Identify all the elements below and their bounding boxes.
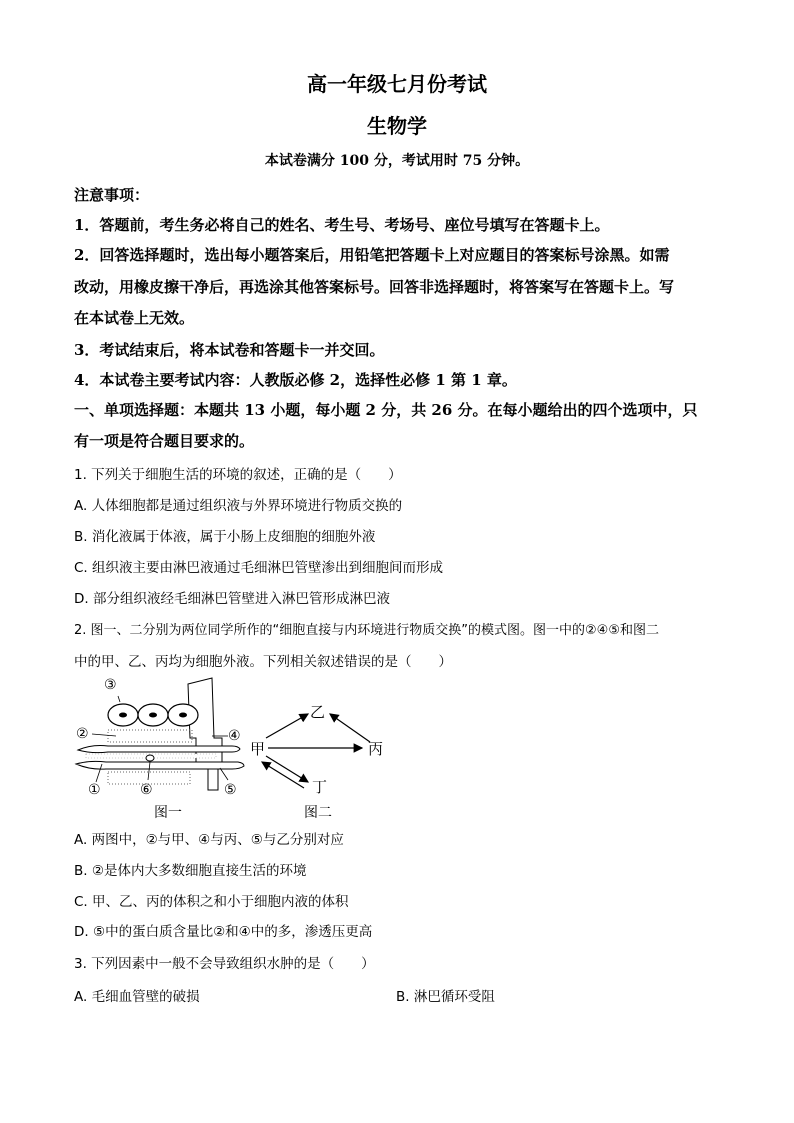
section-heading-line-2: 有一项是符合题目要求的。 xyxy=(74,432,255,450)
q1-option-a: A. 人体细胞都是通过组织液与外界环境进行物质交换的 xyxy=(74,498,403,514)
notes-heading: 注意事项： xyxy=(74,186,150,204)
q3-option-b: B. 淋巴循环受阻 xyxy=(396,989,495,1005)
note-item-4: 4．本试卷主要考试内容：人教版必修 2，选择性必修 1 第 1 章。 xyxy=(74,371,517,389)
q2-option-d: D. ⑤中的蛋白质含量比②和④中的多，渗透压更高 xyxy=(74,924,373,940)
cell-nucleus xyxy=(179,713,187,718)
note-item-2-line-3: 在本试卷上无效。 xyxy=(74,309,195,327)
fig1-label-6: ⑥ xyxy=(140,782,153,798)
arrow-bing-to-yi xyxy=(330,714,370,742)
tissue-fluid-area xyxy=(108,730,192,742)
lymph-vessel-shape xyxy=(188,678,222,790)
pointer-line xyxy=(92,734,116,736)
capillary-shape xyxy=(78,746,240,753)
fig1-label-4: ④ xyxy=(228,728,241,744)
q2-option-c: C. 甲、乙、丙的体积之和小于细胞内液的体积 xyxy=(74,894,349,910)
q1-option-b: B. 消化液属于体液，属于小肠上皮细胞的细胞外液 xyxy=(74,529,376,545)
subject-title: 生物学 xyxy=(367,114,427,138)
note-item-3: 3．考试结束后，将本试卷和答题卡一并交回。 xyxy=(74,341,385,359)
figure-1 xyxy=(72,672,252,822)
fig1-label-2: ② xyxy=(76,726,89,742)
fig1-caption: 图一 xyxy=(154,805,182,821)
fig1-label-5: ⑤ xyxy=(224,782,237,798)
exam-title: 高一年级七月份考试 xyxy=(307,72,487,96)
q1-option-d: D. 部分组织液经毛细淋巴管壁进入淋巴管形成淋巴液 xyxy=(74,591,390,607)
q2-option-a: A. 两图中，②与甲、④与丙、⑤与乙分别对应 xyxy=(74,832,344,848)
fig2-node-jia: 甲 xyxy=(250,740,266,758)
q3-stem: 3. 下列因素中一般不会导致组织水肿的是（ ） xyxy=(74,956,375,972)
figure-2 xyxy=(250,700,400,820)
q2-stem-line-2: 中的甲、乙、丙均为细胞外液。下列相关叙述错误的是（ ） xyxy=(74,654,452,670)
pointer-line xyxy=(220,768,228,780)
fig2-node-ding: 丁 xyxy=(312,778,328,796)
note-item-2-line-1: 2．回答选择题时，选出每小题答案后，用铅笔把答题卡上对应题目的答案标号涂黑。如需 xyxy=(74,246,670,264)
cell-nucleus xyxy=(149,713,157,718)
q2-option-b: B. ②是体内大多数细胞直接生活的环境 xyxy=(74,863,307,879)
exam-info: 本试卷满分 100 分，考试用时 75 分钟。 xyxy=(264,153,530,169)
arrow-jia-to-yi xyxy=(266,714,308,738)
q1-stem: 1. 下列关于细胞生活的环境的叙述，正确的是（ ） xyxy=(74,467,402,483)
fig2-caption: 图二 xyxy=(304,805,332,820)
note-item-1: 1．答题前，考生务必将自己的姓名、考生号、考场号、座位号填写在答题卡上。 xyxy=(74,216,610,234)
q3-option-a: A. 毛细血管壁的破损 xyxy=(74,989,200,1005)
note-item-2-line-2: 改动，用橡皮擦干净后，再选涂其他答案标号。回答非选择题时，将答案写在答题卡上。写 xyxy=(74,278,675,296)
pointer-line xyxy=(118,696,120,702)
fig2-node-bing: 丙 xyxy=(368,740,384,758)
fig1-label-3: ③ xyxy=(104,677,117,693)
cell-nucleus xyxy=(119,713,127,718)
q1-option-c: C. 组织液主要由淋巴液通过毛细淋巴管壁渗出到细胞间而形成 xyxy=(74,560,444,576)
section-heading-line-1: 一、单项选择题：本题共 13 小题，每小题 2 分，共 26 分。在每小题给出的四个选项中，只 xyxy=(74,401,698,419)
fig1-label-1: ① xyxy=(88,782,101,798)
blood-cell-shape xyxy=(146,755,154,761)
q2-stem-line-1: 2. 图一、二分别为两位同学所作的“细胞直接与内环境进行物质交换”的模式图。图一中的②④⑤和图二 xyxy=(74,623,659,638)
fig2-node-yi: 乙 xyxy=(310,703,326,721)
